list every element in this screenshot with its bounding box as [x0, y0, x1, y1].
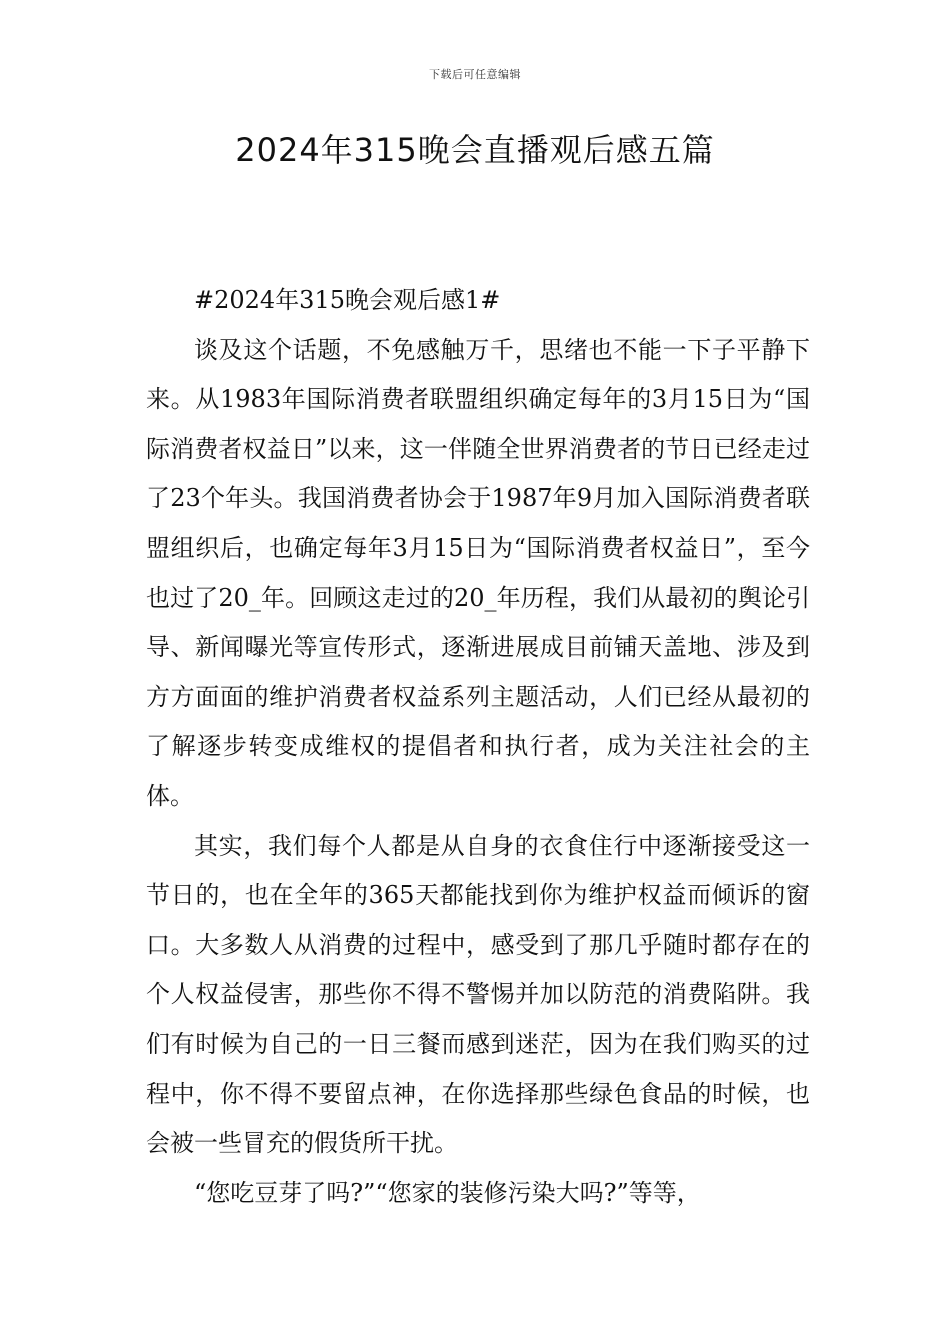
paragraph-2: 其实，我们每个人都是从自身的衣食住行中逐渐接受这一节日的，也在全年的365天都能找到你为维护权益而倾诉的窗口。大多数人从消费的过程中，感受到了那几乎随时都存在的个人权益侵害，那些你不得不警惕并加以防范的消费陷阱。我们有时候为自己的一日三餐而感到迷茫，因为在我们购买的过程中，你不得不要留点神，在你选择那些绿色食品的时候，也会被一些冒充的假货所干扰。	[146, 831, 810, 1158]
header-note: 下载后可任意编辑	[429, 68, 521, 81]
paragraph-1: 谈及这个话题，不免感触万千，思绪也不能一下子平静下来。从1983年国际消费者联盟组织确定每年的3月15日为“国际消费者权益日”以来，这一伴随全世界消费者的节日已经走过了23个年头。我国消费者协会于1987年9月加入国际消费者联盟组织后，也确定每年3月15日为“国际消费者权益日”，至今也过了20_年。回顾这走过的20_年历程，我们从最初的舆论引导、新闻曝光等宣传形式，逐渐进展成目前铺天盖地、涉及到方方面面的维护消费者权益系列主题活动，人们已经从最初的了解逐步转变成维权的提倡者和执行者，成为关注社会的主体。	[146, 335, 810, 810]
section-heading: #2024年315晚会观后感1#	[194, 286, 501, 314]
document-body	[146, 276, 810, 1218]
document-title: 2024年315晚会直播观后感五篇	[235, 131, 715, 169]
paragraph-3: “您吃豆芽了吗?”“您家的装修污染大吗?”等等，	[194, 1178, 701, 1207]
